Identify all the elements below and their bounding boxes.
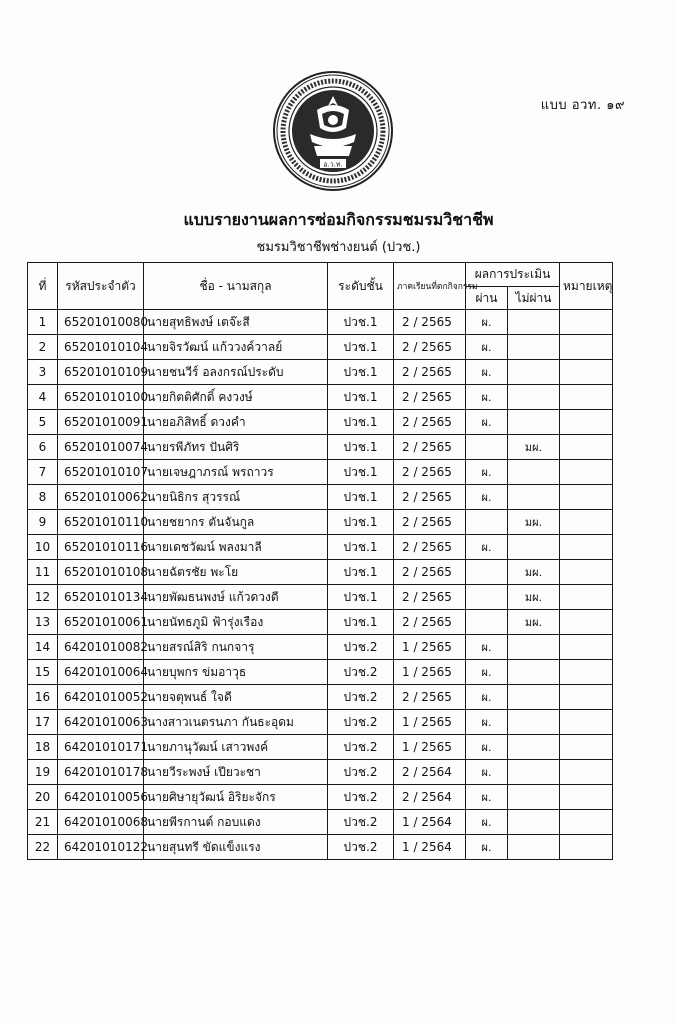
level-cell: ปวช.2 (328, 635, 394, 660)
row-number: 20 (28, 785, 58, 810)
semester-cell: 2 / 2565 (394, 385, 466, 410)
semester-cell: 1 / 2565 (394, 710, 466, 735)
pass-cell: ผ. (466, 385, 508, 410)
level-cell: ปวช.2 (328, 785, 394, 810)
student-name-cell: นายกิตติศักดิ์ คงวงษ์ (144, 385, 328, 410)
row-number: 4 (28, 385, 58, 410)
student-name-cell: นายสุทธิพงษ์ เตจ๊ะสี (144, 310, 328, 335)
semester-cell: 2 / 2565 (394, 435, 466, 460)
pass-cell: ผ. (466, 785, 508, 810)
student-id-cell: 64201010178 (58, 760, 144, 785)
semester-cell: 2 / 2565 (394, 410, 466, 435)
row-number: 17 (28, 710, 58, 735)
fail-cell (508, 810, 560, 835)
level-cell: ปวช.1 (328, 385, 394, 410)
fail-cell: มผ. (508, 435, 560, 460)
student-name-cell: นายสรณ์สิริ กนกจารุ (144, 635, 328, 660)
table-row (28, 310, 613, 335)
row-number: 6 (28, 435, 58, 460)
semester-cell: 2 / 2564 (394, 785, 466, 810)
remark-cell (560, 560, 613, 585)
header-level: ระดับชั้น (328, 263, 394, 310)
student-id-cell: 65201010109 (58, 360, 144, 385)
fail-cell (508, 660, 560, 685)
fail-cell (508, 760, 560, 785)
student-id-cell: 65201010116 (58, 535, 144, 560)
student-name-cell: นายวีระพงษ์ เปียวะชา (144, 760, 328, 785)
table-row (28, 510, 613, 535)
student-name-cell: นายฉัตรชัย พะโย (144, 560, 328, 585)
fail-cell (508, 735, 560, 760)
header-semester: ภาคเรียนที่ตกกิจกรรม (394, 263, 466, 310)
pass-cell: ผ. (466, 735, 508, 760)
pass-cell: ผ. (466, 835, 508, 860)
table-row (28, 660, 613, 685)
student-name-cell: นายพัฒธนพงษ์ แก้วดวงดี (144, 585, 328, 610)
table-row (28, 760, 613, 785)
remark-cell (560, 735, 613, 760)
student-id-cell: 65201010062 (58, 485, 144, 510)
semester-cell: 2 / 2565 (394, 685, 466, 710)
level-cell: ปวช.1 (328, 535, 394, 560)
student-id-cell: 65201010104 (58, 335, 144, 360)
student-name-cell: นายจตุพนธ์ ใจดี (144, 685, 328, 710)
table-row (28, 435, 613, 460)
remark-cell (560, 535, 613, 560)
student-id-cell: 65201010091 (58, 410, 144, 435)
table-row (28, 635, 613, 660)
header-pass: ผ่าน (466, 287, 508, 310)
student-id-cell: 64201010082 (58, 635, 144, 660)
row-number: 12 (28, 585, 58, 610)
student-id-cell: 64201010056 (58, 785, 144, 810)
semester-cell: 1 / 2564 (394, 810, 466, 835)
student-name-cell: นายชนวีร์ อลงกรณ์ประดับ (144, 360, 328, 385)
fail-cell (508, 535, 560, 560)
student-id-cell: 65201010061 (58, 610, 144, 635)
table-body (28, 310, 613, 860)
student-id-cell: 64201010063 (58, 710, 144, 735)
header-remark: หมายเหตุ (560, 263, 613, 310)
semester-cell: 1 / 2565 (394, 735, 466, 760)
semester-cell: 1 / 2565 (394, 635, 466, 660)
remark-cell (560, 660, 613, 685)
semester-cell: 2 / 2565 (394, 335, 466, 360)
semester-cell: 2 / 2565 (394, 310, 466, 335)
student-name-cell: นายรพีภัทร ปันศิริ (144, 435, 328, 460)
row-number: 13 (28, 610, 58, 635)
table-row (28, 485, 613, 510)
results-table (27, 262, 613, 860)
level-cell: ปวช.2 (328, 835, 394, 860)
pass-cell: ผ. (466, 360, 508, 385)
header-student-id: รหัสประจำตัว (58, 263, 144, 310)
table-row (28, 835, 613, 860)
header-name: ชื่อ - นามสกุล (144, 263, 328, 310)
semester-cell: 2 / 2565 (394, 510, 466, 535)
table-row (28, 785, 613, 810)
semester-cell: 2 / 2565 (394, 460, 466, 485)
student-name-cell: นายเดชวัฒน์ พลงมาลี (144, 535, 328, 560)
student-id-cell: 65201010134 (58, 585, 144, 610)
report-title: แบบรายงานผลการซ่อมกิจกรรมชมรมวิชาชีพ (183, 210, 494, 229)
pass-cell: ผ. (466, 810, 508, 835)
level-cell: ปวช.2 (328, 710, 394, 735)
student-id-cell: 64201010064 (58, 660, 144, 685)
student-name-cell: นายศิษายุวัฒน์ อิริยะจักร (144, 785, 328, 810)
table-row (28, 610, 613, 635)
pass-cell: ผ. (466, 710, 508, 735)
remark-cell (560, 435, 613, 460)
pass-cell: ผ. (466, 685, 508, 710)
student-name-cell: นายบุพกร ข่มอาวุธ (144, 660, 328, 685)
level-cell: ปวช.1 (328, 585, 394, 610)
table-row (28, 360, 613, 385)
remark-cell (560, 710, 613, 735)
header-result: ผลการประเมิน (466, 263, 560, 287)
student-name-cell: นายนิธิกร สุวรรณ์ (144, 485, 328, 510)
level-cell: ปวช.1 (328, 335, 394, 360)
student-id-cell: 65201010080 (58, 310, 144, 335)
student-name-cell: นายเจษฎาภรณ์ พรถาวร (144, 460, 328, 485)
table-row (28, 535, 613, 560)
fail-cell (508, 460, 560, 485)
pass-cell (466, 585, 508, 610)
table-row (28, 410, 613, 435)
level-cell: ปวช.1 (328, 360, 394, 385)
fail-cell (508, 335, 560, 360)
semester-cell: 1 / 2564 (394, 835, 466, 860)
level-cell: ปวช.2 (328, 810, 394, 835)
fail-cell (508, 785, 560, 810)
remark-cell (560, 360, 613, 385)
student-id-cell: 65201010108 (58, 560, 144, 585)
remark-cell (560, 335, 613, 360)
student-id-cell: 65201010110 (58, 510, 144, 535)
remark-cell (560, 385, 613, 410)
student-id-cell: 65201010100 (58, 385, 144, 410)
fail-cell: มผ. (508, 585, 560, 610)
table-row (28, 685, 613, 710)
semester-cell: 2 / 2565 (394, 535, 466, 560)
row-number: 10 (28, 535, 58, 560)
semester-cell: 2 / 2565 (394, 585, 466, 610)
pass-cell (466, 560, 508, 585)
row-number: 19 (28, 760, 58, 785)
row-number: 7 (28, 460, 58, 485)
row-number: 2 (28, 335, 58, 360)
form-code: แบบ อวท. ๑๙ (540, 98, 625, 113)
row-number: 18 (28, 735, 58, 760)
student-name-cell: นายจิรวัฒน์ แก้ววงค์วาลย์ (144, 335, 328, 360)
remark-cell (560, 835, 613, 860)
level-cell: ปวช.1 (328, 485, 394, 510)
pass-cell (466, 510, 508, 535)
fail-cell (508, 635, 560, 660)
pass-cell: ผ. (466, 535, 508, 560)
row-number: 3 (28, 360, 58, 385)
fail-cell (508, 310, 560, 335)
fail-cell: มผ. (508, 610, 560, 635)
table-row (28, 585, 613, 610)
fail-cell (508, 710, 560, 735)
semester-cell: 2 / 2565 (394, 360, 466, 385)
level-cell: ปวช.1 (328, 310, 394, 335)
semester-cell: 1 / 2565 (394, 660, 466, 685)
report-subtitle: ชมรมวิชาชีพช่างยนต์ (ปวช.) (256, 240, 421, 255)
header-no: ที่ (28, 263, 58, 310)
level-cell: ปวช.1 (328, 610, 394, 635)
pass-cell (466, 435, 508, 460)
fail-cell (508, 685, 560, 710)
student-id-cell: 64201010171 (58, 735, 144, 760)
table-row (28, 560, 613, 585)
fail-cell (508, 360, 560, 385)
remark-cell (560, 760, 613, 785)
remark-cell (560, 510, 613, 535)
table-row (28, 710, 613, 735)
pass-cell: ผ. (466, 410, 508, 435)
pass-cell: ผ. (466, 335, 508, 360)
pass-cell (466, 610, 508, 635)
table-row (28, 810, 613, 835)
remark-cell (560, 810, 613, 835)
student-id-cell: 65201010107 (58, 460, 144, 485)
level-cell: ปวช.1 (328, 560, 394, 585)
level-cell: ปวช.1 (328, 460, 394, 485)
fail-cell (508, 835, 560, 860)
student-name-cell: นายพีรกานต์ กอบแดง (144, 810, 328, 835)
pass-cell: ผ. (466, 460, 508, 485)
row-number: 16 (28, 685, 58, 710)
svg-text:อ.ว.ท.: อ.ว.ท. (323, 160, 343, 169)
semester-cell: 2 / 2565 (394, 485, 466, 510)
row-number: 5 (28, 410, 58, 435)
student-name-cell: นายอภิสิทธิ์ ดวงคำ (144, 410, 328, 435)
student-id-cell: 65201010074 (58, 435, 144, 460)
level-cell: ปวช.2 (328, 760, 394, 785)
level-cell: ปวช.1 (328, 410, 394, 435)
level-cell: ปวช.1 (328, 435, 394, 460)
semester-cell: 2 / 2565 (394, 610, 466, 635)
pass-cell: ผ. (466, 485, 508, 510)
fail-cell: มผ. (508, 510, 560, 535)
remark-cell (560, 485, 613, 510)
remark-cell (560, 685, 613, 710)
table-row (28, 335, 613, 360)
semester-cell: 2 / 2565 (394, 560, 466, 585)
student-id-cell: 64201010052 (58, 685, 144, 710)
student-name-cell: นายชยากร ตันจันกูล (144, 510, 328, 535)
row-number: 14 (28, 635, 58, 660)
table-row (28, 735, 613, 760)
pass-cell: ผ. (466, 660, 508, 685)
remark-cell (560, 460, 613, 485)
row-number: 15 (28, 660, 58, 685)
row-number: 11 (28, 560, 58, 585)
level-cell: ปวช.2 (328, 735, 394, 760)
remark-cell (560, 585, 613, 610)
student-id-cell: 64201010068 (58, 810, 144, 835)
remark-cell (560, 635, 613, 660)
pass-cell: ผ. (466, 635, 508, 660)
student-name-cell: นางสาวเนตรนภา กันธะอุดม (144, 710, 328, 735)
semester-cell: 2 / 2564 (394, 760, 466, 785)
pass-cell: ผ. (466, 760, 508, 785)
level-cell: ปวช.2 (328, 660, 394, 685)
fail-cell: มผ. (508, 560, 560, 585)
remark-cell (560, 610, 613, 635)
level-cell: ปวช.1 (328, 510, 394, 535)
level-cell: ปวช.2 (328, 685, 394, 710)
table-row (28, 385, 613, 410)
remark-cell (560, 785, 613, 810)
pass-cell: ผ. (466, 310, 508, 335)
remark-cell (560, 410, 613, 435)
table-row (28, 460, 613, 485)
student-name-cell: นายภานุวัฒน์ เสาวพงค์ (144, 735, 328, 760)
fail-cell (508, 410, 560, 435)
student-name-cell: นายนัทธภูมิ ฟ้ารุ่งเรือง (144, 610, 328, 635)
remark-cell (560, 310, 613, 335)
row-number: 9 (28, 510, 58, 535)
association-emblem-logo (272, 70, 394, 192)
fail-cell (508, 385, 560, 410)
header-fail: ไม่ผ่าน (508, 287, 560, 310)
row-number: 8 (28, 485, 58, 510)
fail-cell (508, 485, 560, 510)
row-number: 21 (28, 810, 58, 835)
row-number: 1 (28, 310, 58, 335)
row-number: 22 (28, 835, 58, 860)
student-id-cell: 64201010122 (58, 835, 144, 860)
student-name-cell: นายสุนทรี ขัดแข็งแรง (144, 835, 328, 860)
